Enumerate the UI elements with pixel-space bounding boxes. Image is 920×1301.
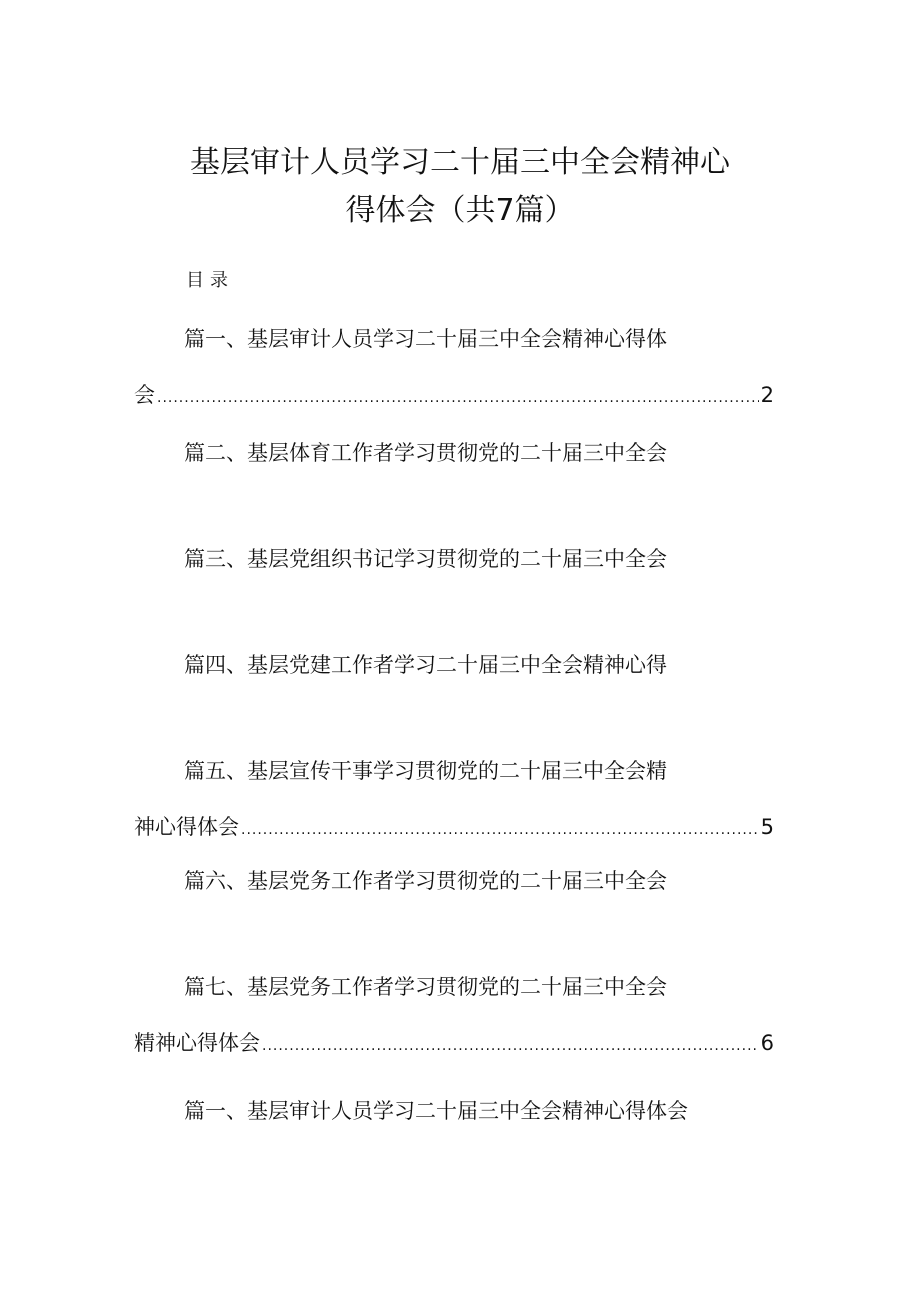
toc-leader-dots (157, 383, 759, 413)
toc-entry-7-page: 6 (760, 1031, 774, 1055)
toc-entry-7-tail: 精神心得体会 (134, 1031, 260, 1055)
toc-entry-6-heading[interactable]: 篇六、基层党务工作者学习贯彻党的二十届三中全会 (184, 869, 667, 893)
toc-entry-7-continuation[interactable] (134, 1028, 774, 1061)
toc-leader-dots (262, 1031, 759, 1061)
toc-entry-7-heading[interactable]: 篇七、基层党务工作者学习贯彻党的二十届三中全会 (184, 975, 667, 999)
toc-label: 目录 (186, 270, 234, 291)
toc-entry-1-tail: 会 (134, 383, 155, 407)
toc-entry-1-page: 2 (760, 383, 774, 407)
document-title-line-2: 得体会（共7篇） (345, 193, 575, 228)
toc-entry-5-heading[interactable]: 篇五、基层宣传干事学习贯彻党的二十届三中全会精 (184, 759, 667, 783)
toc-entry-2-heading[interactable]: 篇二、基层体育工作者学习贯彻党的二十届三中全会 (184, 441, 667, 465)
toc-entry-5-tail: 神心得体会 (134, 815, 239, 839)
toc-entry-3-heading[interactable]: 篇三、基层党组织书记学习贯彻党的二十届三中全会 (184, 547, 667, 571)
toc-leader-dots (241, 815, 759, 845)
toc-entry-1-heading[interactable]: 篇一、基层审计人员学习二十届三中全会精神心得体 (184, 327, 667, 351)
toc-entry-4-heading[interactable]: 篇四、基层党建工作者学习二十届三中全会精神心得 (184, 653, 667, 677)
toc-entry-1-continuation[interactable] (134, 380, 774, 413)
document-title-line-1: 基层审计人员学习二十届三中全会精神心 (190, 145, 730, 180)
section-heading: 篇一、基层审计人员学习二十届三中全会精神心得体会 (184, 1099, 688, 1123)
toc-entry-5-continuation[interactable] (134, 812, 774, 845)
toc-entry-5-page: 5 (760, 815, 774, 839)
